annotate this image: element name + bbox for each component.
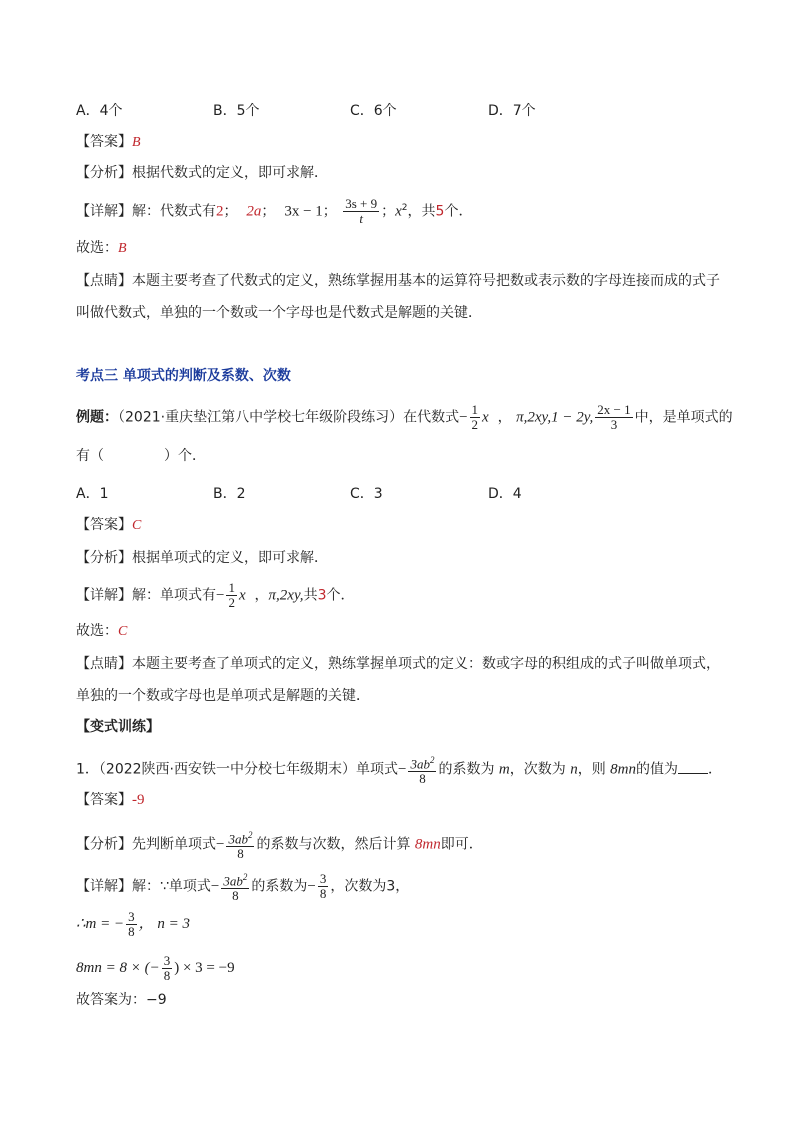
detail-item-1: 2 <box>216 203 224 220</box>
q1-fraction <box>408 753 436 786</box>
fraction-denominator: 3 <box>610 417 618 432</box>
step-1 <box>76 910 190 939</box>
comment-label: 【点睛】 <box>76 273 132 289</box>
fraction-numerator: 3 <box>128 909 135 924</box>
analysis-line <box>76 548 328 568</box>
option-a: A．4个 <box>76 103 123 119</box>
example-fraction <box>470 403 481 432</box>
analysis-fraction <box>226 828 254 861</box>
answer-value: B <box>132 135 141 150</box>
detail-suffix-a: 共 <box>303 587 318 604</box>
fraction-denominator: 8 <box>163 968 171 983</box>
detail-line: 【详解】解：∵单项式− $\frac{3ab^2}{8}$ 的系数为− $\frac{3}{8}$ ，次数为3， <box>76 871 410 904</box>
detail-mid: π,2xy, <box>268 587 304 604</box>
fraction-numerator: 3ab <box>228 831 248 847</box>
analysis-text: 根据单项式的定义，即可求解． <box>132 550 328 566</box>
answer-label: 【答案】 <box>76 517 132 533</box>
detail-last-sup: 2 <box>401 202 408 213</box>
fraction-numerator: 1 <box>471 402 479 417</box>
q1-text-b: 的系数为 <box>438 761 495 778</box>
choice-label: 故选： <box>76 240 118 256</box>
fraction-denominator: 8 <box>319 886 327 902</box>
example-paren-open: 有（ <box>76 448 104 464</box>
comment-text-1: 本题主要考查了代数式的定义，熟练掌握用基本的运算符号把数或表示数的字母连接而成的式子 <box>132 273 720 289</box>
step-2 <box>76 954 235 983</box>
detail-label: 【详解】 <box>76 878 132 895</box>
detail-label: 【详解】 <box>76 203 132 220</box>
answer-line <box>76 132 141 153</box>
fraction-numerator: 3 <box>319 871 327 887</box>
detail-text-a: 解：∵单项式 <box>132 878 211 895</box>
detail-prefix: 解：代数式有 <box>132 203 216 220</box>
analysis-label: 【分析】 <box>76 836 132 853</box>
comment-label: 【点睛】 <box>76 656 132 672</box>
answer-label: 【答案】 <box>76 134 132 150</box>
detail-line: 【详解】解：代数式有2； 2a； 3x − 1； $\frac{3s + 9}{t}$ ；$x^2$，共5个． <box>76 196 473 226</box>
comment-line-2 <box>76 303 482 323</box>
detail-prefix: 解：单项式有 <box>132 587 216 604</box>
step2-text-a: 8mn = 8 × (− <box>76 959 160 976</box>
analysis-text-c: 即可． <box>440 836 483 853</box>
fraction-numerator: 3 <box>163 953 171 968</box>
q1-text-d: ，则 <box>577 761 606 778</box>
comment-text-2: 单独的一个数或字母也是单项式是解题的关键． <box>76 688 370 704</box>
answer-line <box>76 790 145 810</box>
fraction-denominator: 2 <box>471 417 479 432</box>
detail-coef-fraction <box>318 872 329 901</box>
fraction-sup: 2 <box>242 872 248 882</box>
example-expr-mid: π,2xy,1 − 2y, <box>516 409 594 426</box>
option-a: A．1 <box>76 486 109 502</box>
comment-text-2: 叫做代数式，单独的一个数或一个字母也是代数式是解题的关键． <box>76 305 482 321</box>
option-b: B．5个 <box>213 103 260 119</box>
option-d: D．7个 <box>488 103 536 119</box>
comment-line-2 <box>76 686 370 706</box>
step1-fraction <box>126 910 137 939</box>
fraction-numerator: 3s + 9 <box>345 196 378 211</box>
step2-fraction <box>162 954 173 983</box>
q1-n: n <box>570 761 578 778</box>
q1-text-c: ，次数为 <box>509 761 566 778</box>
fraction-denominator: 8 <box>232 888 239 904</box>
practice-question-1: 1．（2022陕西·西安铁一中分校七年级期末）单项式− $\frac{3ab^2}{8}$ 的系数为 m，次数为 n，则 8mn的值为 ． <box>76 755 723 787</box>
fraction-sup: 2 <box>429 755 435 765</box>
fraction-numerator: 2x − 1 <box>597 402 631 417</box>
fraction-denominator: 8 <box>237 846 244 862</box>
analysis-text: 根据代数式的定义，即可求解． <box>132 165 328 181</box>
choice-label: 故选： <box>76 623 118 639</box>
choice-value: B <box>118 241 127 256</box>
example-paren-close: ）个． <box>164 448 206 464</box>
practice-title: 【变式训练】 <box>76 719 160 735</box>
example-label: 例题： <box>76 409 118 426</box>
answer-line <box>76 515 141 536</box>
analysis-text-a: 先判断单项式 <box>132 836 216 853</box>
example-fraction-2 <box>595 403 632 432</box>
comment-text-1: 本题主要考查了单项式的定义，熟练掌握单项式的定义：数或字母的积组成的式子叫做单项式， <box>132 656 720 672</box>
step1-text-b: ， n = 3 <box>138 915 190 932</box>
fraction-denominator: 8 <box>419 771 426 787</box>
example-text-a: （2021·重庆垫江第八中学校七年级阶段练习）在代数式 <box>118 409 460 426</box>
analysis-expr: 8mn <box>414 836 441 853</box>
fraction-numerator: 1 <box>228 580 235 595</box>
comment-line-1 <box>76 654 720 674</box>
answer-value: -9 <box>132 792 145 808</box>
section-title: 考点三 单项式的判断及系数、次数 <box>76 368 291 384</box>
choice-line <box>76 621 127 642</box>
analysis-label: 【分析】 <box>76 550 132 566</box>
example-line-2 <box>76 446 206 466</box>
q1-text-a: 1．（2022陕西·西安铁一中分校七年级期末）单项式 <box>76 761 398 778</box>
detail-suffix-a: ，共 <box>407 203 436 220</box>
detail-line: 【详解】解：单项式有− $\frac{1}{2}$ x ，π,2xy,共3个． <box>76 580 355 610</box>
answer-blank <box>678 759 708 774</box>
option-d: D．4 <box>488 486 522 502</box>
analysis-label: 【分析】 <box>76 165 132 181</box>
detail-item-2: 2a <box>246 203 262 220</box>
fraction-numerator: 3ab <box>410 756 430 772</box>
step2-text-b: ) × 3 = −9 <box>174 959 235 976</box>
analysis-line <box>76 163 328 183</box>
detail-last: x <box>395 203 402 220</box>
choice-value: C <box>118 624 128 639</box>
example-line: 例题：（2021·重庆垫江第八中学校七年级阶段练习）在代数式− $\frac{1}{2}$ x ， π,2xy,1 − 2y, $\frac{2x - 1}{3}$ 中，是单项式的 <box>76 402 733 432</box>
detail-text-b: 的系数为 <box>251 878 308 895</box>
detail-item-3: 3x − 1 <box>284 203 323 220</box>
analysis-text-b: 的系数与次数，然后计算 <box>256 836 411 853</box>
detail-fraction <box>226 581 237 610</box>
fraction-denominator: 2 <box>228 595 235 610</box>
detail-label: 【详解】 <box>76 587 132 604</box>
q1-m: m <box>498 761 510 778</box>
detail-fraction <box>221 870 249 903</box>
option-c: C．3 <box>350 486 383 502</box>
fraction-denominator: 8 <box>128 924 135 939</box>
detail-suffix-b: 个． <box>444 203 473 220</box>
fraction-sup: 2 <box>247 830 253 840</box>
q1-expr: 8mn <box>610 761 637 778</box>
answer-value: C <box>132 518 142 533</box>
detail-count: 5 <box>435 203 445 220</box>
fraction-denominator: t <box>359 211 363 226</box>
final-answer: 故答案为：−9 <box>76 992 167 1008</box>
option-c: C．6个 <box>350 103 397 119</box>
q1-text-e: 的值为 <box>636 761 679 778</box>
example-text-b: 中，是单项式的 <box>634 409 733 426</box>
option-b: B．2 <box>213 486 246 502</box>
detail-suffix-b: 个． <box>326 587 355 604</box>
fraction-numerator: 3ab <box>223 873 243 889</box>
answer-label: 【答案】 <box>76 792 132 808</box>
analysis-line: 【分析】先判断单项式− $\frac{3ab^2}{8}$ 的系数与次数，然后计算 8mn即可． <box>76 830 483 862</box>
detail-count: 3 <box>317 587 327 604</box>
comment-line-1 <box>76 271 720 291</box>
detail-text-c: ，次数为3， <box>330 878 410 895</box>
choice-line <box>76 238 127 259</box>
step1-text-a: ∴m = − <box>76 915 125 932</box>
detail-fraction <box>343 197 379 226</box>
